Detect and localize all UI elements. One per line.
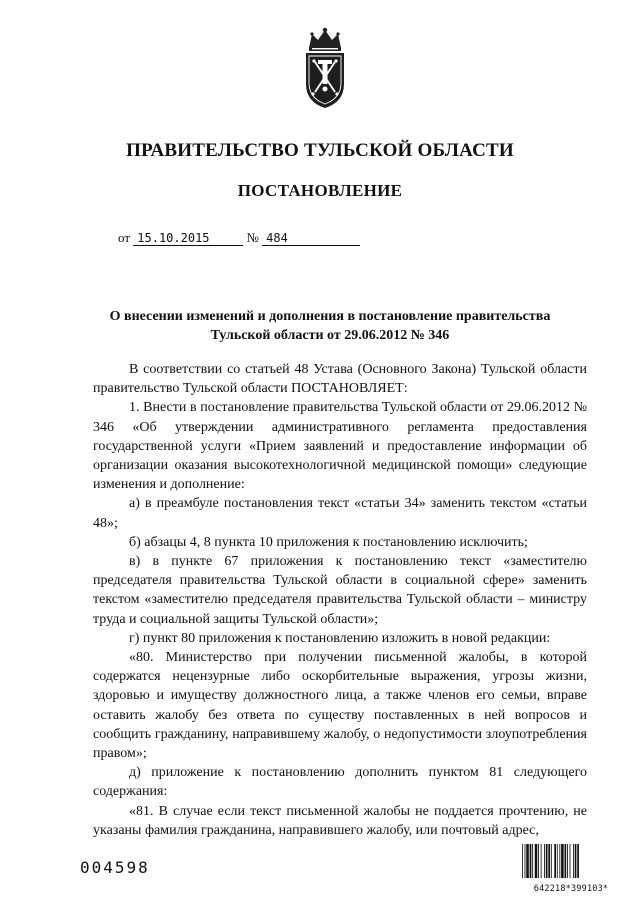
document-subject <box>95 307 565 345</box>
paragraph-clause-80: «80. Министерство при получении письменной жалобы, в которой содержатся нецензурные либо оскорбительные выражения, угрозы жизни, здоровью и имуществу должностного лица, а также членов его семьи, вправе оставить жалобу без ответа по существу поставленных в ней вопросов и сообщить гражданину, направившему жалобу, о недопустимости злоупотребления правом»; <box>93 650 587 762</box>
subject-line-1: О внесении изменений и дополнения в постановление правительства <box>109 309 551 324</box>
tula-region-coat-of-arms-icon <box>300 26 350 110</box>
number-label: № <box>246 230 259 245</box>
paragraph-item-b: б) абзацы 4, 8 пункта 10 приложения к постановлению исключить; <box>129 534 528 550</box>
paragraph-item-1: 1. Внести в постановление правительства Тульской области от 29.06.2012 № 346 «Об утверждении административного регламента предоставления государственной услуги «Прием заявлений и предоставление информации об организации оказания высокотехнологичной медицинской помощи» следующие изменения и дополнение: <box>93 400 587 493</box>
document-type-title: ПОСТАНОВЛЕНИЕ <box>237 181 403 200</box>
paragraph-preamble: В соответствии со статьей 48 Устава (Основного Закона) Тульской области правительство Тульской области ПОСТАНОВЛЯЕТ: <box>93 362 587 397</box>
paragraph-item-d: д) приложение к постановлению дополнить пунктом 81 следующего содержания: <box>93 765 587 800</box>
barcode <box>521 844 621 892</box>
paragraph-item-a: а) в преамбуле постановления текст «статьи 34» заменить текстом «статьи 48»; <box>93 496 587 531</box>
date-label: от <box>118 230 131 245</box>
paragraph-clause-81: «81. В случае если текст письменной жалобы не поддается прочтению, не указаны фамилия гражданина, направившего жалобу, или почтовый адрес, <box>93 803 587 838</box>
paragraph-item-v: в) в пункте 67 приложения к постановлению текст «заместителю председателя правительства Тульской области в социальной сфере» заменить текстом «заместителю председателя правительства Тульской области – министру труда и социальной защиты Тульской области»; <box>93 554 587 627</box>
date-number-line <box>118 230 360 246</box>
date-value: 15.10.2015 <box>133 231 243 246</box>
serial-number: 004598 <box>80 858 150 877</box>
barcode-number: 642218*399103* <box>533 884 609 894</box>
number-value: 484 <box>262 231 360 246</box>
barcode-icon <box>521 844 621 878</box>
subject-line-2: Тульской области от 29.06.2012 № 346 <box>210 328 450 343</box>
organization-title: ПРАВИТЕЛЬСТВО ТУЛЬСКОЙ ОБЛАСТИ <box>126 140 514 161</box>
paragraph-item-g: г) пункт 80 приложения к постановлению изложить в новой редакции: <box>129 630 551 646</box>
document-body <box>93 360 587 840</box>
